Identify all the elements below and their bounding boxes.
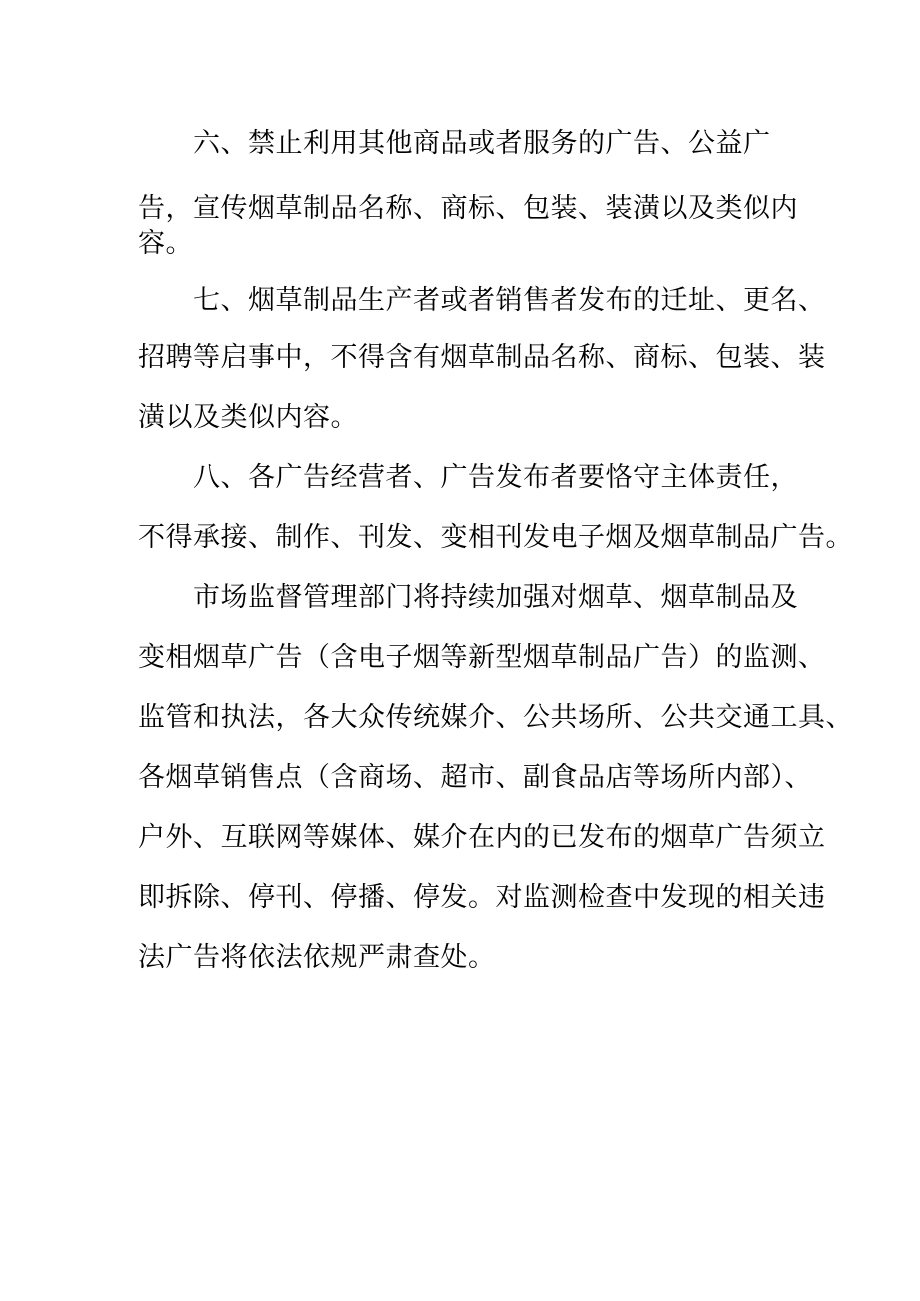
paragraph-line: 七、烟草制品生产者或者销售者发布的迁址、更名、 [193,285,826,316]
paragraph-line: 监管和执法，各大众传统媒介、公共场所、公共交通工具、 [138,702,853,733]
paragraph-line: 即拆除、停刊、停播、停发。对监测检查中发现的相关违 [138,882,826,913]
paragraph-line: 户外、互联网等媒体、媒介在内的已发布的烟草广告须立 [138,822,826,853]
paragraph-line: 容。 [138,228,193,259]
paragraph-line: 告，宣传烟草制品名称、商标、包装、装潢以及类似内 [138,193,798,224]
paragraph-line: 不得承接、制作、刊发、变相刊发电子烟及烟草制品广告。 [138,522,853,553]
paragraph-line: 市场监督管理部门将持续加强对烟草、烟草制品及 [193,582,798,613]
paragraph-line: 各烟草销售点（含商场、超市、副食品店等场所内部）、 [138,762,812,793]
paragraph-line: 变相烟草广告（含电子烟等新型烟草制品广告）的监测、 [138,642,826,673]
paragraph-line: 八、各广告经营者、广告发布者要恪守主体责任， [193,462,798,493]
paragraph-line: 六、禁止利用其他商品或者服务的广告、公益广 [193,128,771,159]
paragraph-line: 招聘等启事中，不得含有烟草制品名称、商标、包装、装 [138,342,826,373]
paragraph-line: 潢以及类似内容。 [138,402,358,433]
paragraph-line: 法广告将依法依规严肃查处。 [138,942,496,973]
